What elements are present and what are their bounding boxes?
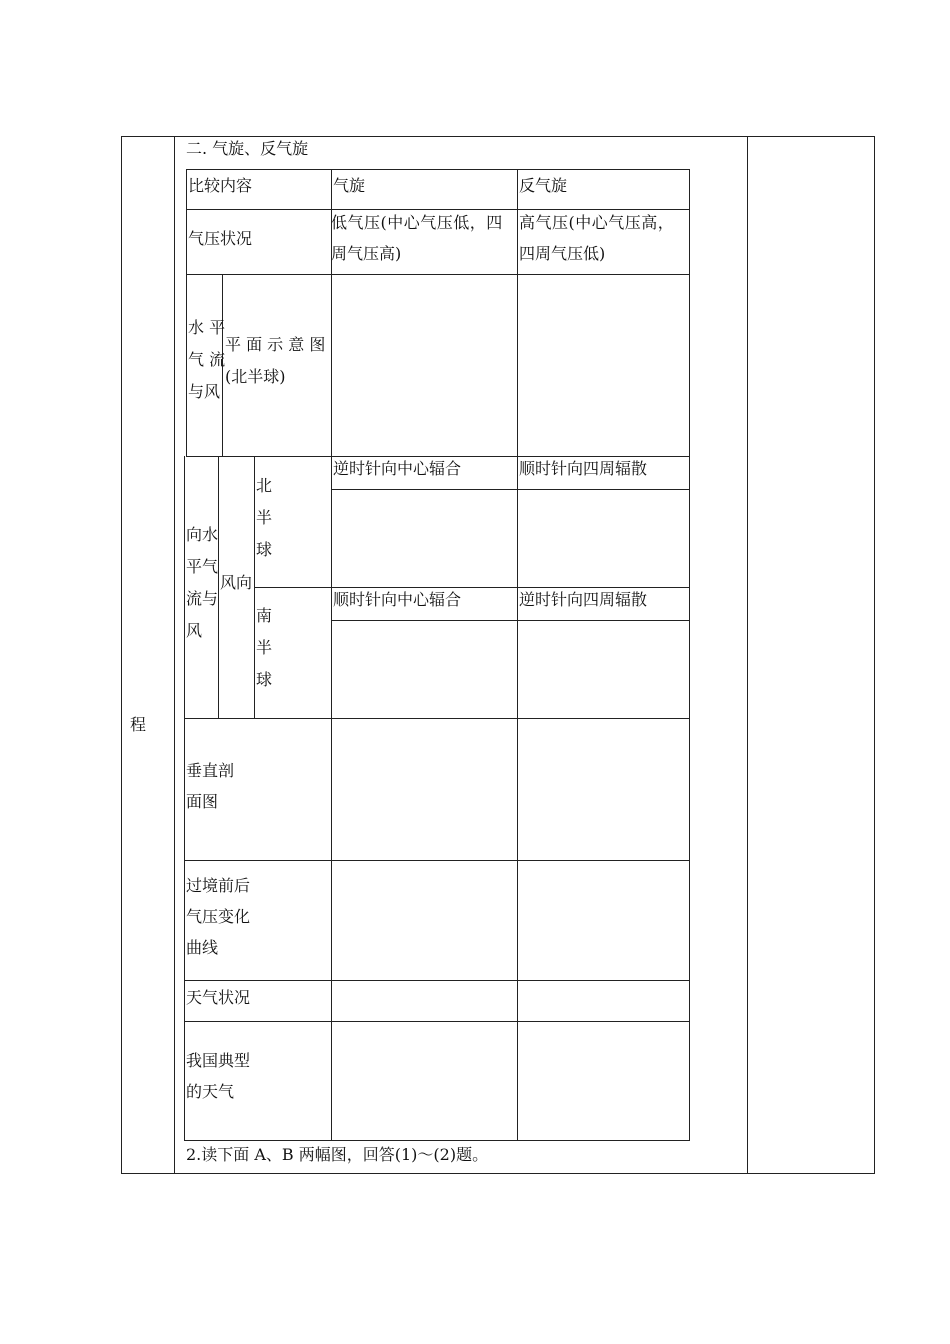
wind-group-line1: 向水 bbox=[186, 525, 219, 544]
plan-diagram-label-line2: (北半球) bbox=[225, 367, 286, 386]
section-title: 二. 气旋、反气旋 bbox=[186, 139, 309, 158]
wind-direction-label: 风向 bbox=[220, 573, 253, 592]
left-column-label: 程 bbox=[130, 715, 147, 734]
horizontal-group-line2: 气 流 bbox=[188, 350, 226, 369]
horizontal-group-line3: 与风 bbox=[188, 382, 221, 401]
china-weather-line2: 的天气 bbox=[186, 1082, 235, 1101]
vertical-profile-line1: 垂直剖 bbox=[186, 761, 235, 780]
china-weather-line1: 我国典型 bbox=[186, 1051, 251, 1070]
wind-group-line3: 流与 bbox=[186, 589, 219, 608]
transit-curve-line2: 气压变化 bbox=[186, 907, 251, 926]
north-anticyclone-wind: 顺时针向四周辐散 bbox=[519, 459, 648, 478]
plan-diagram-label-line1: 平 面 示 意 图 bbox=[225, 335, 326, 354]
wind-group-line4: 风 bbox=[186, 621, 203, 640]
pressure-label: 气压状况 bbox=[188, 229, 253, 248]
horizontal-group-line1: 水 平 bbox=[188, 318, 226, 337]
south-cyclone-wind: 顺时针向中心辐合 bbox=[333, 590, 462, 609]
header-anticyclone: 反气旋 bbox=[519, 176, 568, 195]
vertical-profile-line2: 面图 bbox=[186, 792, 219, 811]
wind-group-line2: 平气 bbox=[186, 557, 219, 576]
pressure-anticyclone-line2: 四周气压低) bbox=[519, 244, 606, 263]
pressure-cyclone-line1: 低气压(中心气压低，四 bbox=[331, 213, 503, 232]
transit-curve-line1: 过境前后 bbox=[186, 876, 251, 895]
northern-hemisphere-label: 北半球 bbox=[255, 476, 272, 559]
southern-hemisphere-label: 南半球 bbox=[255, 606, 272, 689]
north-cyclone-wind: 逆时针向中心辐合 bbox=[333, 459, 462, 478]
south-anticyclone-wind: 逆时针向四周辐散 bbox=[519, 590, 648, 609]
pressure-anticyclone-line1: 高气压(中心气压高， bbox=[519, 213, 675, 232]
transit-curve-line3: 曲线 bbox=[186, 938, 219, 957]
header-cyclone: 气旋 bbox=[333, 176, 366, 195]
pressure-cyclone-line2: 周气压高) bbox=[331, 244, 402, 263]
header-compare-item: 比较内容 bbox=[188, 176, 253, 195]
footer-question: 2.读下面 A、B 两幅图，回答(1)～(2)题。 bbox=[186, 1145, 489, 1164]
weather-label: 天气状况 bbox=[186, 988, 251, 1007]
